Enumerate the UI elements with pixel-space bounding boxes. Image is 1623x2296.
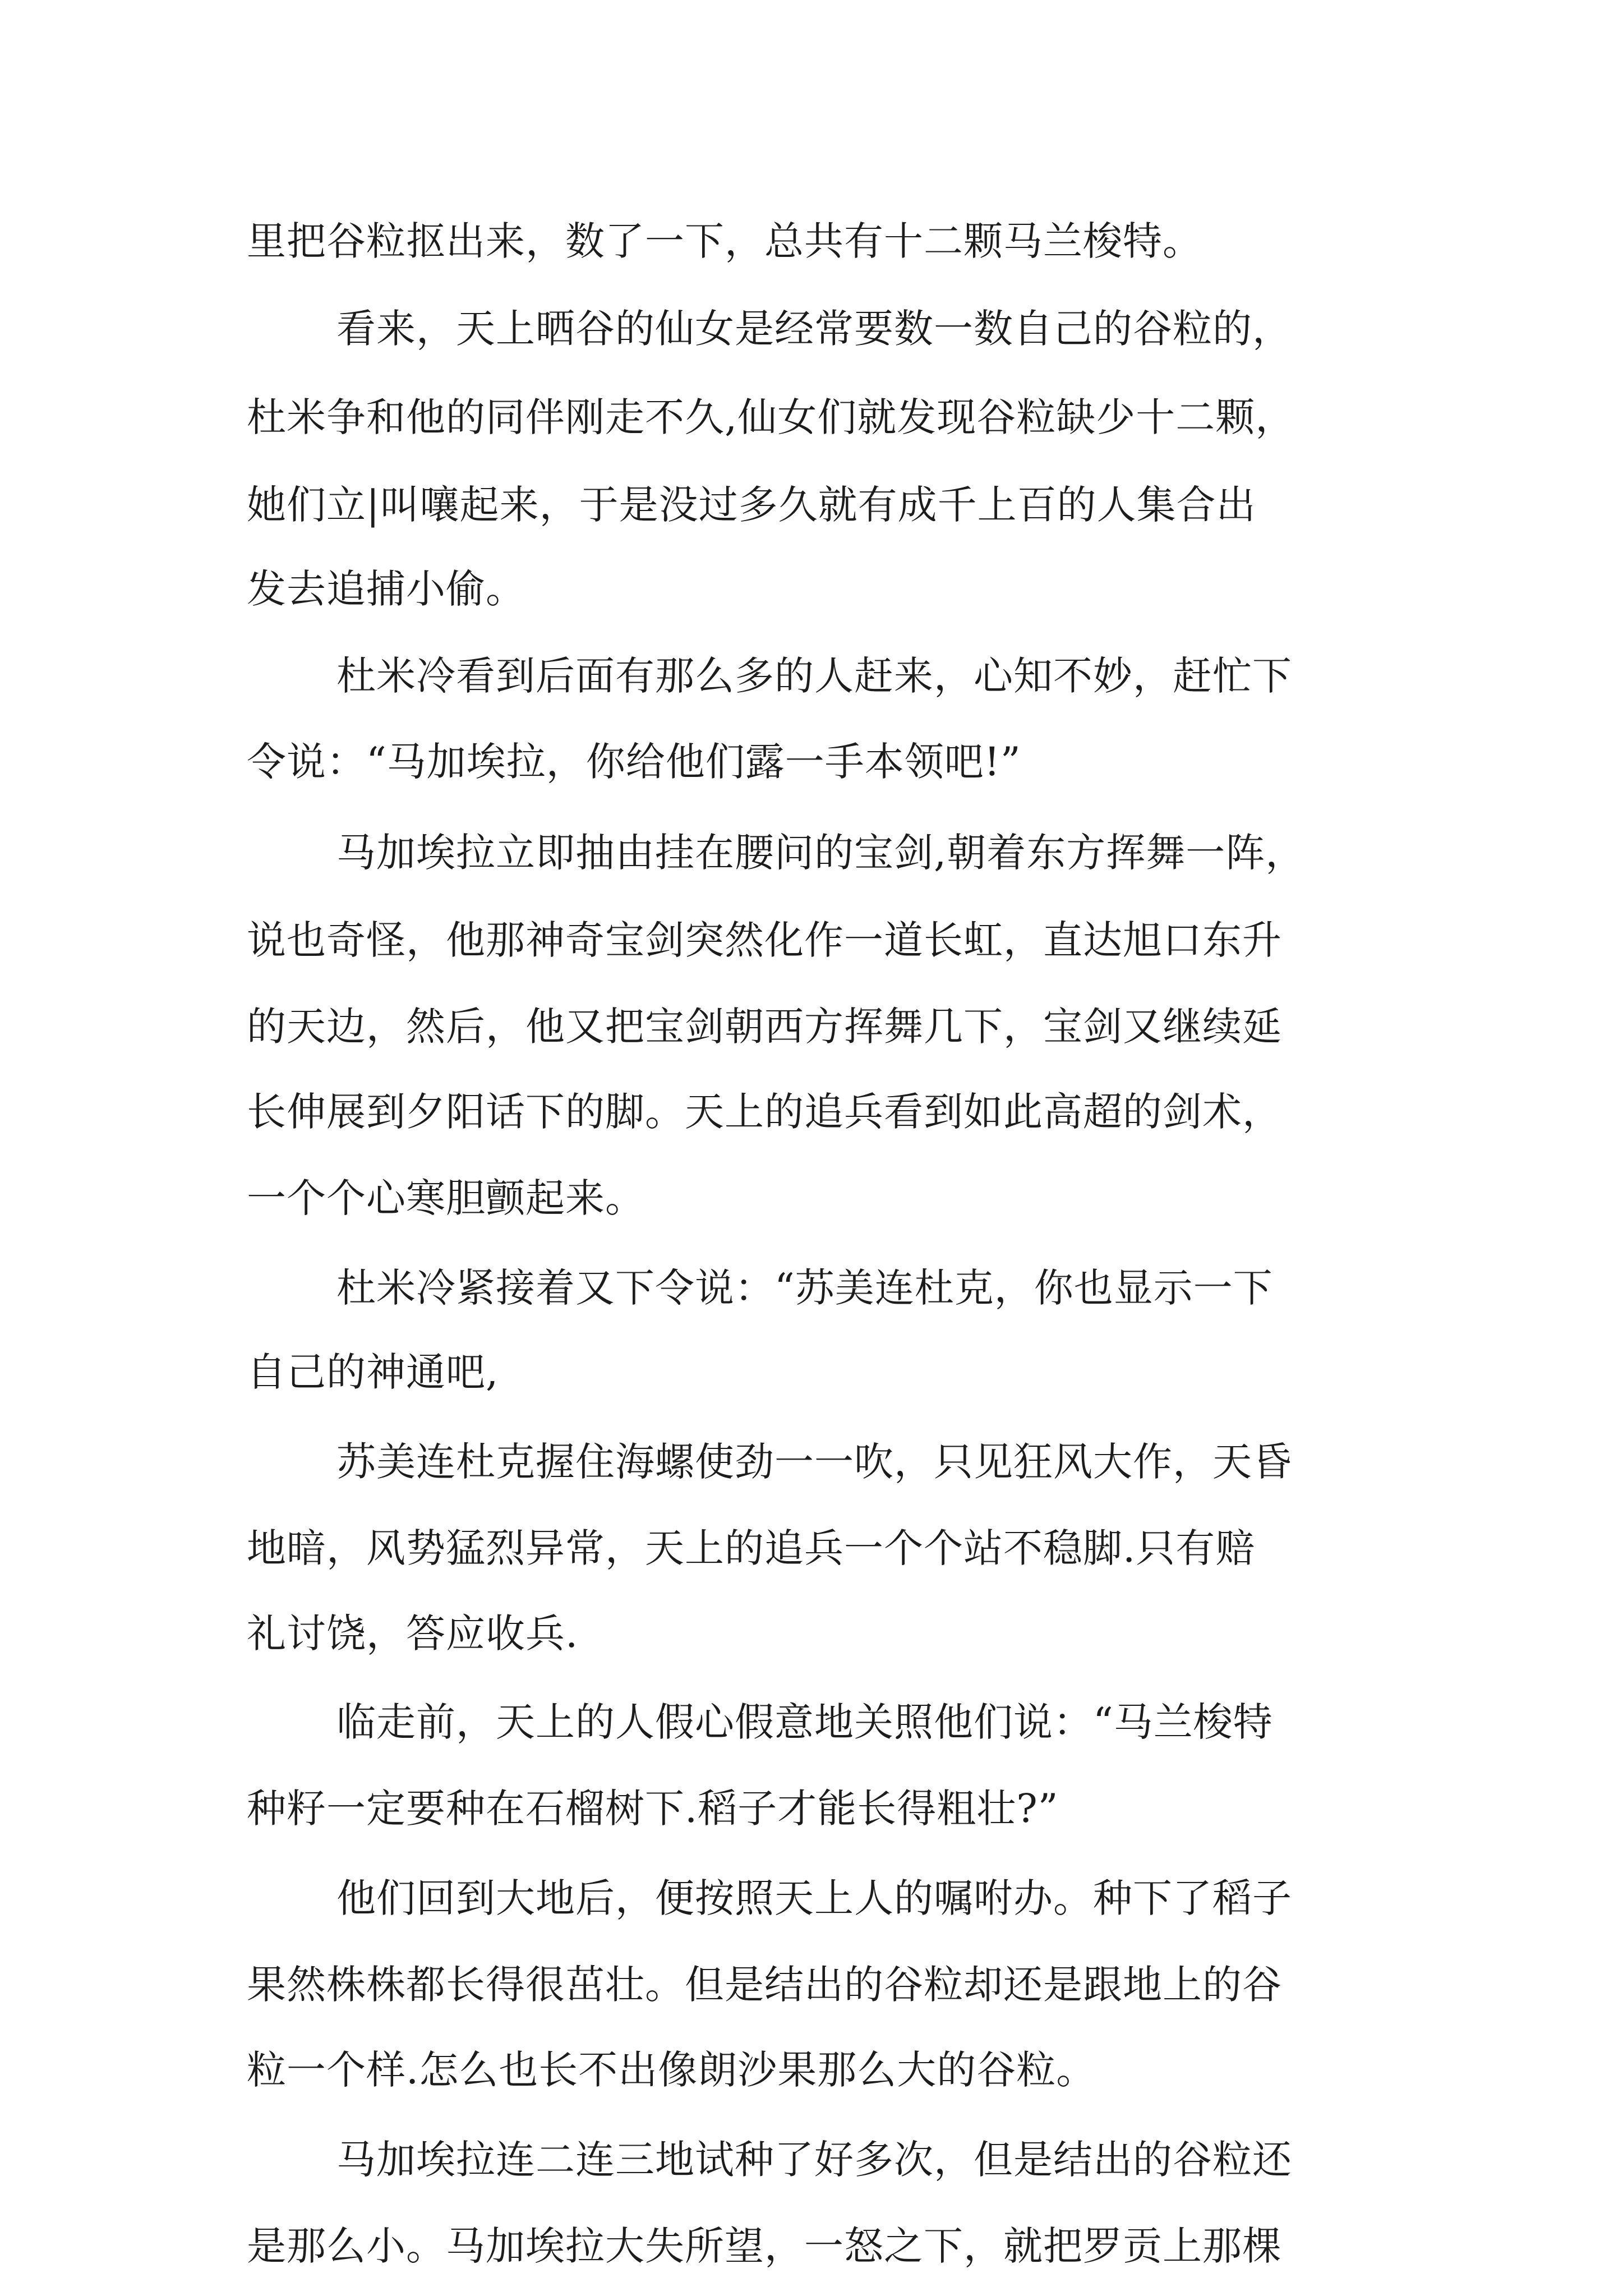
text-line: 地暗，风势猛烈异常，天上的追兵一个个站不稳脚.只有赔 (247, 1525, 1256, 1571)
text-line: 发去追捕小偷。 (247, 566, 525, 612)
text-line: 是那么小。马加埃拉大失所望，一怒之下，就把罗贡上那棵 (247, 2223, 1282, 2269)
text-line: 自己的神通吧, (247, 1349, 499, 1395)
text-line: 粒一个样.怎么也长不出像朗沙果那么大的谷粒。 (247, 2047, 1096, 2093)
text-line: 杜米冷紧接着又下令说：“苏美连杜克，你也显示一下 (336, 1265, 1273, 1311)
text-line: 礼讨饶，答应收兵. (247, 1611, 579, 1657)
text-line: 马加埃拉连二连三地试种了好多次，但是结出的谷粒还 (336, 2137, 1292, 2183)
text-line: 杜米冷看到后面有那么多的人赶来，心知不妙，赶忙下 (336, 653, 1292, 699)
text-line: 说也奇怪，他那神奇宝剑突然化作一道长虹，直达旭口东升 (247, 917, 1282, 963)
text-line: 一个个心寒胆颤起来。 (247, 1175, 645, 1221)
text-line: 令说：“马加埃拉，你给他们露一手本领吧!” (247, 739, 1021, 785)
text-line: 种籽一定要种在石榴树下.稻子才能长得粗壮?” (247, 1786, 1059, 1832)
text-line: 的天边，然后，他又把宝剑朝西方挥舞几下，宝剑又继续延 (247, 1004, 1282, 1050)
text-line: 她们立|叫嚷起来，于是没过多久就有成千上百的人集合出 (247, 482, 1256, 528)
text-line: 看来，天上晒谷的仙女是经常要数一数自己的谷粒的， (336, 306, 1292, 352)
text-line: 苏美连杜克握住海螺使劲一一吹，只见狂风大作，天昏 (336, 1439, 1292, 1485)
text-line: 长伸展到夕阳话下的脚。天上的追兵看到如此高超的剑术， (247, 1089, 1282, 1135)
text-line: 马加埃拉立即抽由挂在腰问的宝剑,朝着东方挥舞一阵， (336, 830, 1306, 876)
text-line: 果然株株都长得很茁壮。但是结出的谷粒却还是跟地上的谷 (247, 1962, 1282, 2008)
text-line: 临走前，天上的人假心假意地关照他们说：“马兰梭特 (336, 1699, 1273, 1745)
text-line: 他们回到大地后，便按照天上人的嘱咐办。种下了稻子 (336, 1875, 1292, 1921)
text-line: 杜米争和他的同伴刚走不久,仙女们就发现谷粒缺少十二颗， (247, 394, 1295, 440)
text-line: 里把谷粒抠出来，数了一下，总共有十二颗马兰梭特。 (247, 218, 1202, 264)
